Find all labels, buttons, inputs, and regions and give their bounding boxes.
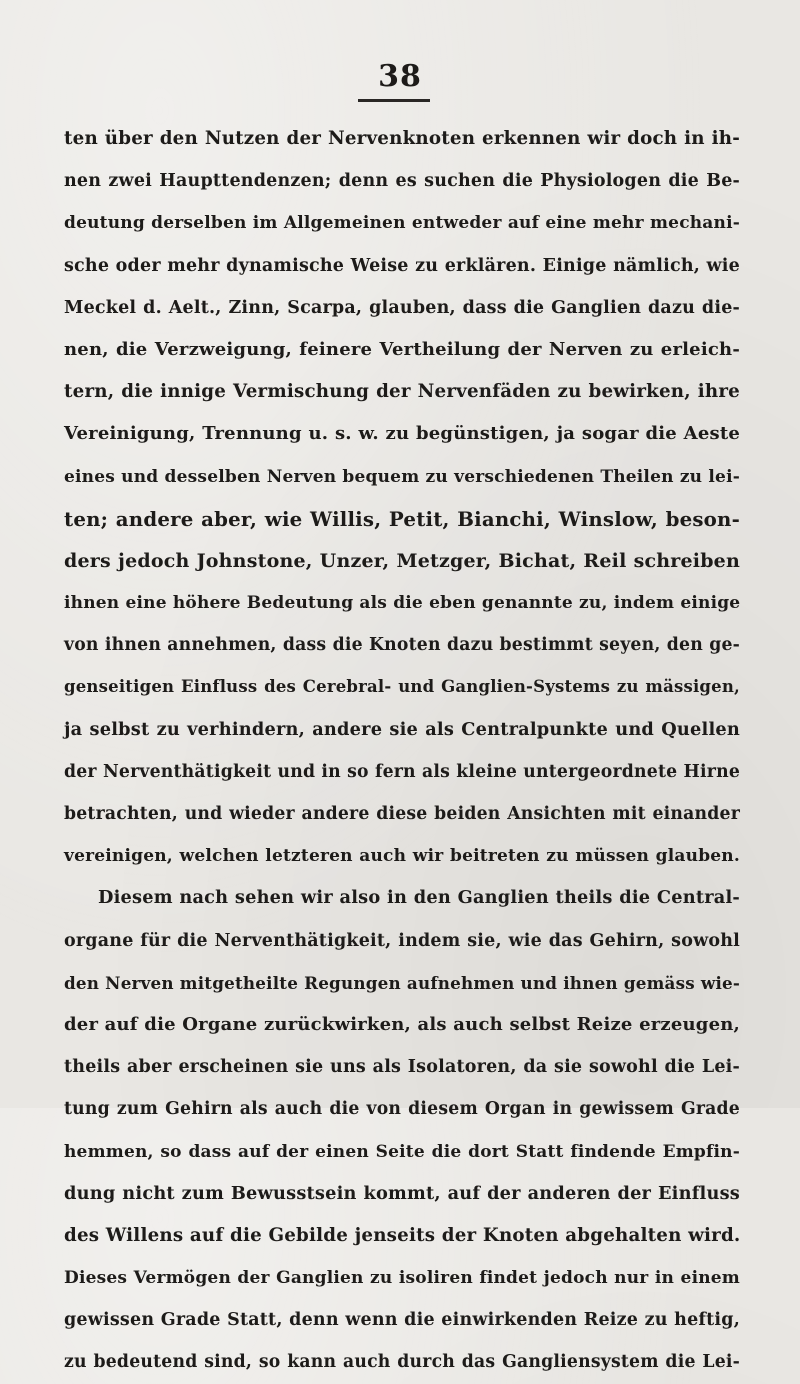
text-line: genseitigen Einfluss des Cerebral- und Ganglien-Systems zu mässigen, [64, 677, 740, 697]
text-line: nen zwei Haupttendenzen; denn es suchen die Physiologen die Be- [64, 171, 740, 192]
text-line: deutung derselben im Allgemeinen entweder auf eine mehr mechani- [64, 213, 740, 234]
body-text [64, 118, 740, 1384]
text-line: ja selbst zu verhindern, andere sie als Centralpunkte und Quellen [64, 718, 740, 740]
text-line: betrachten, und wieder andere diese beiden Ansichten mit einander [64, 804, 740, 824]
text-line: ten; andere aber, wie Willis, Petit, Bianchi, Winslow, beson- [64, 506, 740, 531]
text-line: ihnen eine höhere Bedeutung als die eben genannte zu, indem einige [64, 593, 741, 614]
text-line: den Nerven mitgetheilte Regungen aufnehmen und ihnen gemäss wie- [64, 972, 741, 993]
text-line: gewissen Grade Statt, denn wenn die einwirkenden Reize zu heftig, [64, 1310, 740, 1331]
text-line: der Nerventhätigkeit und in so fern als kleine untergeordnete Hirne [64, 761, 740, 782]
text-line: hemmen, so dass auf der einen Seite die dort Statt findende Empfin- [64, 1141, 740, 1162]
text-line: tung zum Gehirn als auch die von diesem Organ in gewissem Grade [64, 1099, 740, 1120]
text-line: Dieses Vermögen der Ganglien zu isoliren findet jedoch nur in einem [64, 1268, 740, 1289]
text-line: nen, die Verzweigung, feinere Vertheilung der Nerven zu erleich- [64, 338, 740, 360]
text-line: ders jedoch Johnstone, Unzer, Metzger, Bichat, Reil schreiben [64, 549, 740, 572]
text-line: vereinigen, welchen letzteren auch wir beitreten zu müssen glauben. [64, 846, 740, 867]
text-line: organe für die Nerventhätigkeit, indem sie, wie das Gehirn, sowohl [64, 930, 740, 951]
paragraph-start-line: Diesem nach sehen wir also in den Ganglien theils die Central- [98, 887, 740, 909]
text-line: ten über den Nutzen der Nervenknoten erkennen wir doch in ih- [64, 128, 740, 149]
text-line: Meckel d. Aelt., Zinn, Scarpa, glauben, dass die Ganglien dazu die- [64, 297, 740, 318]
text-line: der auf die Organe zurückwirken, als auch selbst Reize erzeugen, [64, 1013, 740, 1035]
text-line: des Willens auf die Gebilde jenseits der Knoten abgehalten wird. [64, 1224, 741, 1246]
text-line: dung nicht zum Bewusstsein kommt, auf der anderen der Einfluss [64, 1182, 740, 1204]
text-line: eines und desselben Nerven bequem zu verschiedenen Theilen zu lei- [64, 466, 740, 487]
text-line: theils aber erscheinen sie uns als Isolatoren, da sie sowohl die Lei- [64, 1057, 740, 1078]
text-line: tern, die innige Vermischung der Nervenfäden zu bewirken, ihre [64, 381, 740, 403]
text-line: zu bedeutend sind, so kann auch durch das Gangliensystem die Lei- [64, 1352, 740, 1373]
page-number: 38 [378, 59, 422, 94]
text-line: Vereinigung, Trennung u. s. w. zu begünstigen, ja sogar die Aeste [64, 423, 740, 445]
text-line: sche oder mehr dynamische Weise zu erklären. Einige nämlich, wie [64, 255, 740, 276]
page-number-rule [358, 99, 430, 102]
text-line: von ihnen annehmen, dass die Knoten dazu bestimmt seyen, den ge- [64, 635, 740, 656]
